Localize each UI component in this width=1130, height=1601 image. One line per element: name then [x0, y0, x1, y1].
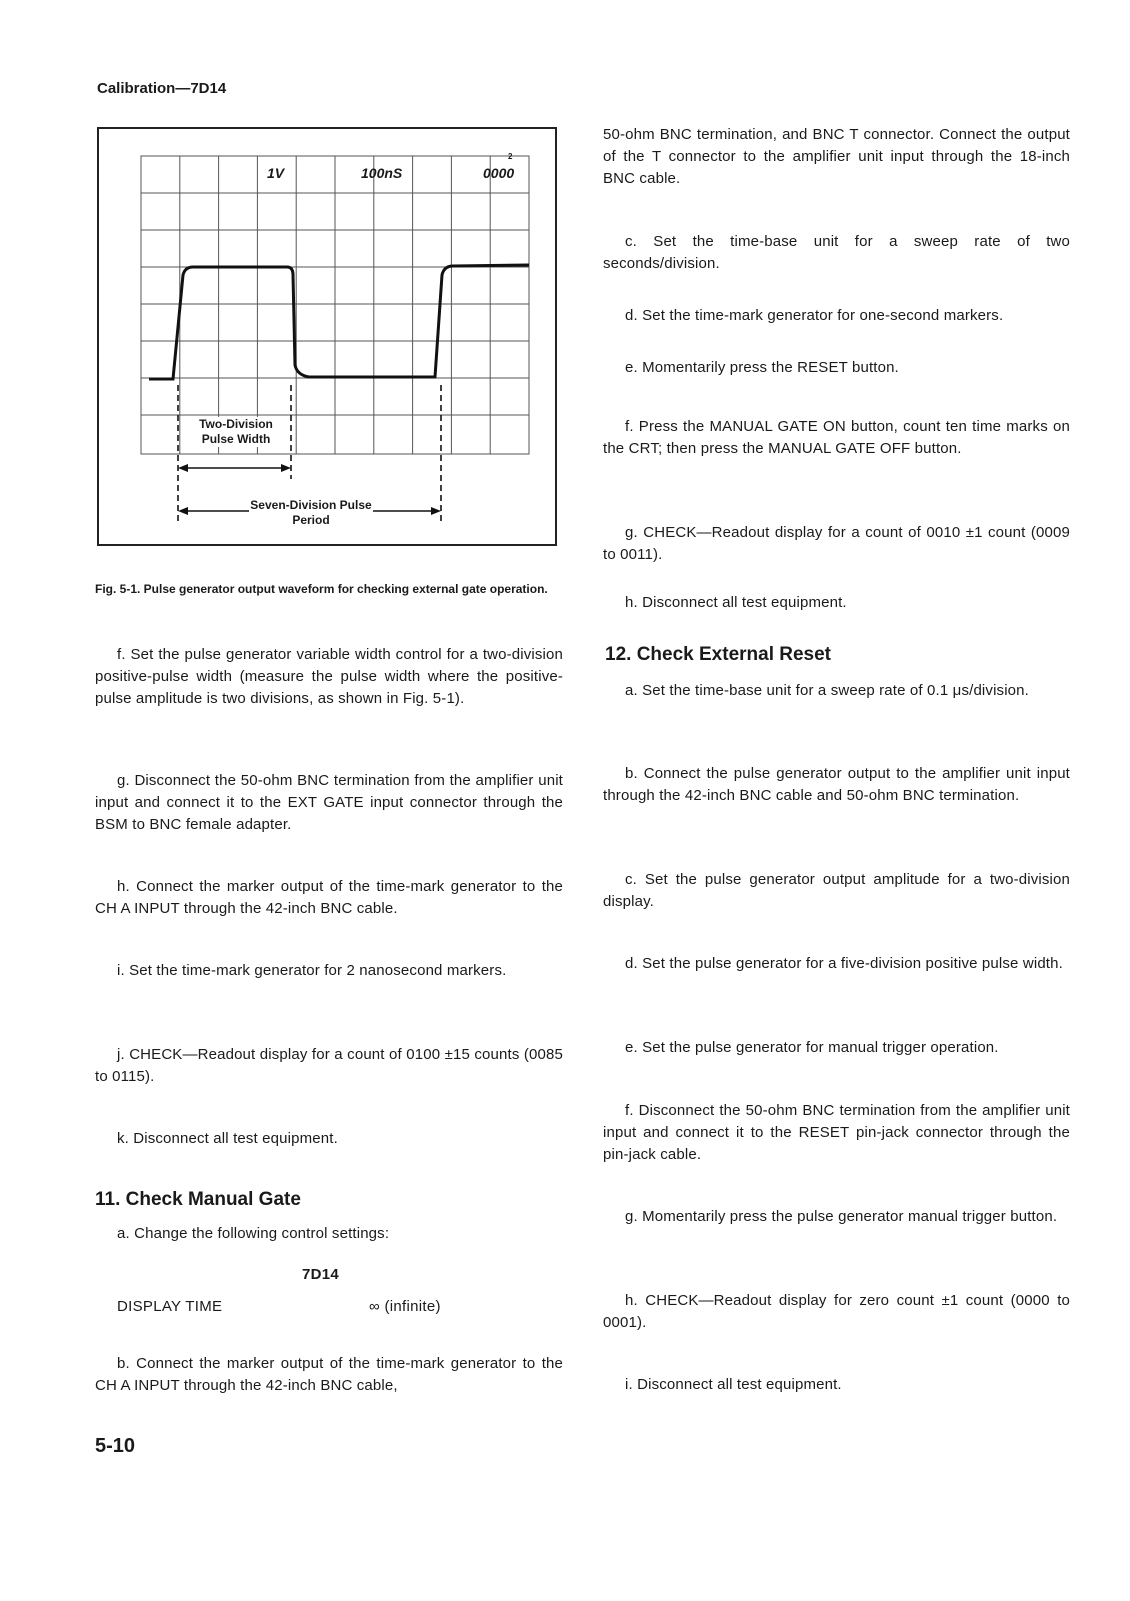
- settings-table-value: ∞ (infinite): [369, 1298, 441, 1315]
- step-12-g: g. Momentarily press the pulse generator manual trigger button.: [625, 1208, 1058, 1225]
- step-11-d: d. Set the time-mark generator for one-second markers.: [625, 307, 1004, 324]
- step-11-e: e. Momentarily press the RESET button.: [625, 359, 899, 376]
- page-number: 5-10: [95, 1435, 136, 1457]
- settings-table-header: 7D14: [302, 1266, 340, 1283]
- step-12-i: i. Disconnect all test equipment.: [625, 1376, 842, 1393]
- step-11-f: f. Press the MANUAL GATE ON button, count ten time marks on the CRT; then press the MANUAL GATE OFF button.: [603, 418, 1070, 457]
- graticule-grid: [141, 156, 529, 454]
- step-left-k: k. Disconnect all test equipment.: [117, 1130, 338, 1147]
- crt-readout-time: 100nS: [361, 165, 403, 181]
- running-header: Calibration—7D14: [97, 80, 227, 97]
- step-12-e: e. Set the pulse generator for manual trigger operation.: [625, 1039, 999, 1056]
- step-12-a: a. Set the time-base unit for a sweep rate of 0.1 μs/division.: [625, 682, 1029, 699]
- step-12-d: d. Set the pulse generator for a five-division positive pulse width.: [625, 955, 1063, 972]
- step-11-h: h. Disconnect all test equipment.: [625, 594, 847, 611]
- label-two-division-pulse-width: Two-Division Pulse Width: [186, 417, 286, 447]
- step-left-i: i. Set the time-mark generator for 2 nanosecond markers.: [117, 962, 507, 979]
- crt-readout-superscript: 2: [508, 152, 513, 161]
- section-12-heading: 12. Check External Reset: [605, 644, 832, 665]
- settings-table-control: DISPLAY TIME: [117, 1298, 223, 1315]
- step-11-b-continued: 50-ohm BNC termination, and BNC T connector. Connect the output of the T connector to the amplifier unit input through the 18-inch BNC cable.: [603, 126, 1070, 187]
- label-seven-division-pulse-period: Seven-Division Pulse Period: [250, 498, 372, 527]
- step-12-b: b. Connect the pulse generator output to the amplifier unit input through the 42-inch BNC cable and 50-ohm BNC termination.: [603, 765, 1070, 804]
- step-11-a: a. Change the following control settings:: [117, 1225, 390, 1242]
- step-left-f: f. Set the pulse generator variable width control for a two-division positive-pulse width (measure the pulse width where the positive-pulse amplitude is two divisions, as shown in Fig. 5-1).: [95, 646, 563, 707]
- crt-waveform-graticule: [99, 129, 555, 544]
- figure-caption: Fig. 5-1. Pulse generator output waveform for checking external gate operation.: [95, 582, 548, 596]
- step-left-h: h. Connect the marker output of the time-mark generator to the CH A INPUT through the 42-inch BNC cable.: [95, 878, 563, 917]
- step-12-f: f. Disconnect the 50-ohm BNC termination from the amplifier unit input and connect it to the RESET pin-jack connector through the pin-jack cable.: [603, 1102, 1070, 1163]
- step-left-g: g. Disconnect the 50-ohm BNC termination from the amplifier unit input and connect it to the EXT GATE input connector through the BSM to BNC female adapter.: [95, 772, 563, 833]
- figure-5-1: [97, 127, 557, 546]
- section-11-heading: 11. Check Manual Gate: [95, 1189, 301, 1210]
- step-11-b: b. Connect the marker output of the time-mark generator to the CH A INPUT through the 42-inch BNC cable,: [95, 1355, 563, 1394]
- step-11-c: c. Set the time-base unit for a sweep rate of two seconds/division.: [603, 233, 1070, 272]
- crt-readout-volts: 1V: [267, 165, 285, 181]
- step-11-g: g. CHECK—Readout display for a count of 0010 ±1 count (0009 to 0011).: [603, 524, 1070, 563]
- pulse-waveform: [149, 265, 529, 379]
- step-left-j: j. CHECK—Readout display for a count of 0100 ±15 counts (0085 to 0115).: [95, 1046, 563, 1085]
- step-12-c: c. Set the pulse generator output amplitude for a two-division display.: [603, 871, 1070, 910]
- crt-readout-count: 0000: [483, 165, 515, 181]
- step-12-h: h. CHECK—Readout display for zero count ±1 count (0000 to 0001).: [603, 1292, 1070, 1331]
